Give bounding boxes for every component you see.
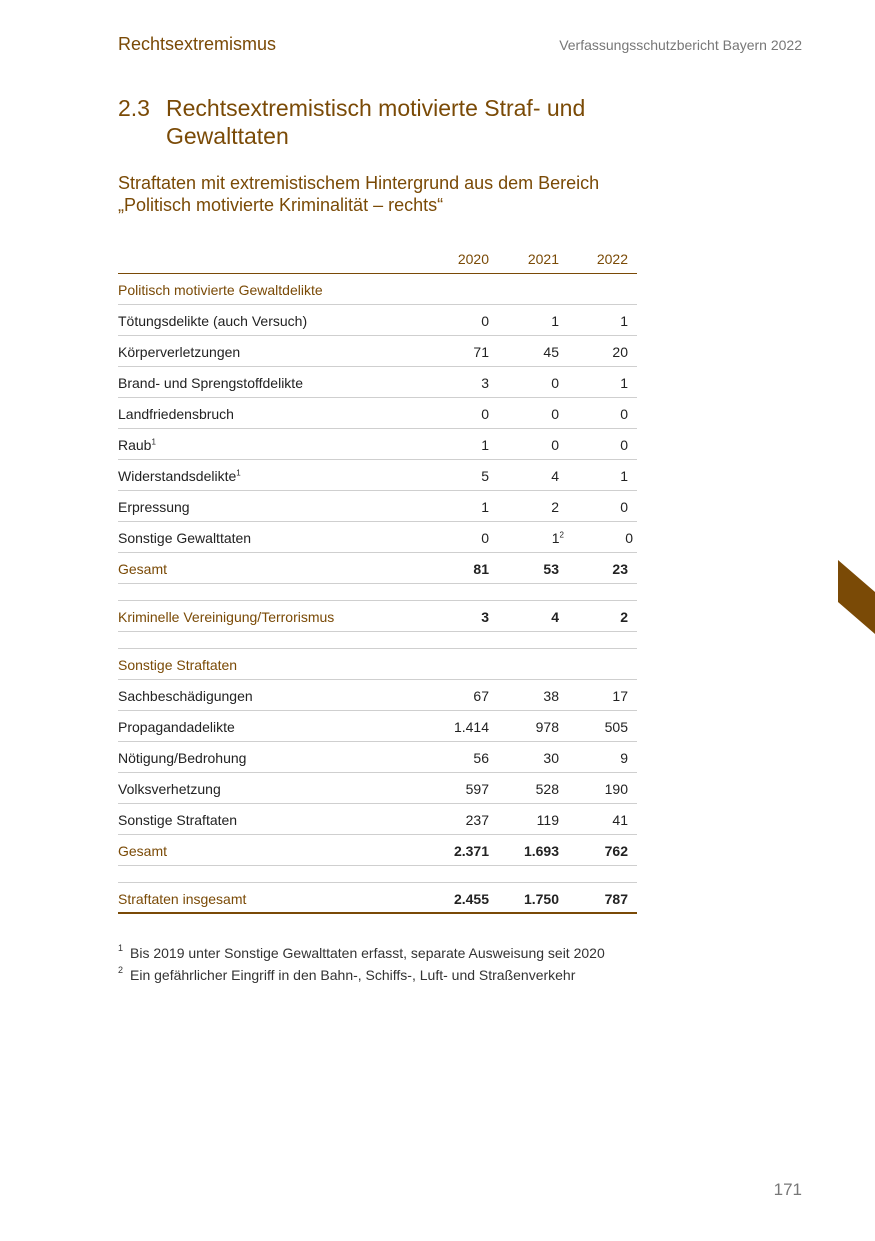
value-2021: 0 <box>551 375 559 391</box>
value-2020: 56 <box>473 750 489 766</box>
chapter-tab-marker <box>838 560 875 634</box>
table-row <box>118 305 637 336</box>
row-label: Straftaten insgesamt <box>118 891 247 907</box>
table-row <box>118 773 637 804</box>
value-2022: 762 <box>604 843 628 859</box>
value-2022: 20 <box>612 344 628 360</box>
row-label: Tötungsdelikte (auch Versuch) <box>118 313 308 329</box>
value-2021: 53 <box>543 561 559 577</box>
value-2020: 3 <box>481 609 489 625</box>
value-2022: 787 <box>604 891 628 907</box>
statistics-table <box>118 243 637 914</box>
value-2020: 2.371 <box>453 843 489 859</box>
group-heading-other-offences <box>118 649 637 680</box>
table-row <box>118 491 637 522</box>
section-number: 2.3 <box>118 95 150 121</box>
value-2022: 190 <box>604 781 628 797</box>
row-label-text: Raub <box>118 437 152 453</box>
year-header: 2022 <box>596 251 628 267</box>
year-header: 2021 <box>527 251 559 267</box>
value-2020: 5 <box>481 468 489 484</box>
page-number: 171 <box>773 1180 802 1199</box>
value-2022: 0 <box>625 530 633 546</box>
subtotal-row-other-offences <box>118 835 637 866</box>
value-2021: 978 <box>535 719 559 735</box>
table-row <box>118 336 637 367</box>
footnotes <box>118 942 738 986</box>
value-2021: 1.693 <box>523 843 559 859</box>
value-2022: 2 <box>620 609 628 625</box>
value-2021: 119 <box>536 812 559 828</box>
table-header-row <box>118 243 637 274</box>
group-label: Politisch motivierte Gewaltdelikte <box>118 282 323 298</box>
row-label-with-footnote <box>118 468 241 484</box>
value-2022: 0 <box>620 437 628 453</box>
value-2020: 0 <box>481 313 489 329</box>
row-label: Brand- und Sprengstoffdelikte <box>118 375 303 391</box>
row-label: Gesamt <box>118 561 168 577</box>
value-2020: 237 <box>465 812 489 828</box>
value-2021-with-footnote <box>504 530 564 546</box>
row-label: Nötigung/Bedrohung <box>118 750 247 766</box>
value-2022: 505 <box>604 719 628 735</box>
value-2022: 1 <box>620 468 628 484</box>
value-2020: 81 <box>473 561 489 577</box>
table-row <box>118 680 637 711</box>
row-label: Sachbeschädigungen <box>118 688 253 704</box>
row-label: Landfriedensbruch <box>118 406 234 422</box>
footnote-ref: 1 <box>236 468 241 478</box>
table-spacer <box>118 866 637 883</box>
row-label-text: Widerstandsdelikte <box>118 468 237 484</box>
table-spacer <box>118 632 637 649</box>
value-2022: 0 <box>620 406 628 422</box>
table-row <box>118 711 637 742</box>
value-2020: 1 <box>481 499 489 515</box>
value-2020: 1.414 <box>453 719 489 735</box>
value-2020: 2.455 <box>453 891 489 907</box>
value-2021: 45 <box>543 344 559 360</box>
section-title: Rechtsextremistisch motivierte Straf- und Gewalttaten <box>166 95 586 149</box>
row-label: Sonstige Straftaten <box>118 812 238 828</box>
value-2021: 1.750 <box>523 891 559 907</box>
running-header-section: Rechtsextremismus <box>118 34 277 54</box>
subtotal-row-violence <box>118 553 637 584</box>
table-row <box>118 429 637 460</box>
table-title: Straftaten mit extremistischem Hintergrund aus dem Bereich „Politisch motivierte Kriminalität – rechts“ <box>118 173 600 215</box>
value-2022: 23 <box>612 561 628 577</box>
value-2020: 0 <box>481 530 489 546</box>
row-label-with-footnote <box>118 437 156 453</box>
row-label: Propagandadelikte <box>118 719 235 735</box>
running-header-publication: Verfassungsschutzbericht Bayern 2022 <box>559 37 802 53</box>
row-label: Gesamt <box>118 843 168 859</box>
table-row <box>118 398 637 429</box>
footnote-text: Ein gefährlicher Eingriff in den Bahn-, Schiffs-, Luft- und Straßenverkehr <box>130 967 576 983</box>
value-2021: 30 <box>543 750 559 766</box>
footnote-ref: 2 <box>559 530 564 540</box>
value-2020: 0 <box>481 406 489 422</box>
terrorism-row <box>118 601 637 632</box>
table-row <box>118 460 637 491</box>
value-2020: 67 <box>473 688 489 704</box>
value-2022: 1 <box>620 375 628 391</box>
grand-total-row <box>118 883 637 914</box>
value-2020: 1 <box>481 437 489 453</box>
value-2021: 1 <box>551 313 559 329</box>
footnote: 1 Bis 2019 unter Sonstige Gewalttaten erfasst, separate Ausweisung seit 2020 <box>118 943 605 961</box>
value-2021: 2 <box>551 499 559 515</box>
table-spacer <box>118 584 637 601</box>
row-label: Körperverletzungen <box>118 344 241 360</box>
value-2022: 17 <box>612 688 628 704</box>
value-2021: 4 <box>551 468 559 484</box>
value-2021: 528 <box>535 781 559 797</box>
value-2021: 38 <box>543 688 559 704</box>
value-2022: 0 <box>620 499 628 515</box>
group-heading-violence <box>118 274 637 305</box>
footnote-text: Bis 2019 unter Sonstige Gewalttaten erfasst, separate Ausweisung seit 2020 <box>130 945 605 961</box>
table-row <box>118 804 637 835</box>
value-2021: 1 <box>551 530 560 546</box>
value-2021: 0 <box>551 437 559 453</box>
row-label: Volksverhetzung <box>118 781 221 797</box>
row-label: Erpressung <box>118 499 190 515</box>
footnote-ref: 1 <box>151 437 156 447</box>
value-2021: 0 <box>551 406 559 422</box>
row-label: Kriminelle Vereinigung/Terrorismus <box>118 609 335 625</box>
value-2020: 71 <box>473 344 489 360</box>
row-label: Sonstige Gewalttaten <box>118 530 252 546</box>
table-row <box>118 742 637 773</box>
group-label: Sonstige Straftaten <box>118 657 238 673</box>
value-2020: 3 <box>481 375 489 391</box>
footnote: 2 Ein gefährlicher Eingriff in den Bahn-, Schiffs-, Luft- und Straßenverkehr <box>118 965 576 983</box>
value-2021: 4 <box>551 609 559 625</box>
value-2022: 9 <box>620 750 628 766</box>
table-row <box>118 367 637 398</box>
year-header: 2020 <box>457 251 489 267</box>
table-row <box>118 522 637 553</box>
value-2020: 597 <box>465 781 489 797</box>
value-2022: 41 <box>612 812 628 828</box>
value-2022: 1 <box>620 313 628 329</box>
